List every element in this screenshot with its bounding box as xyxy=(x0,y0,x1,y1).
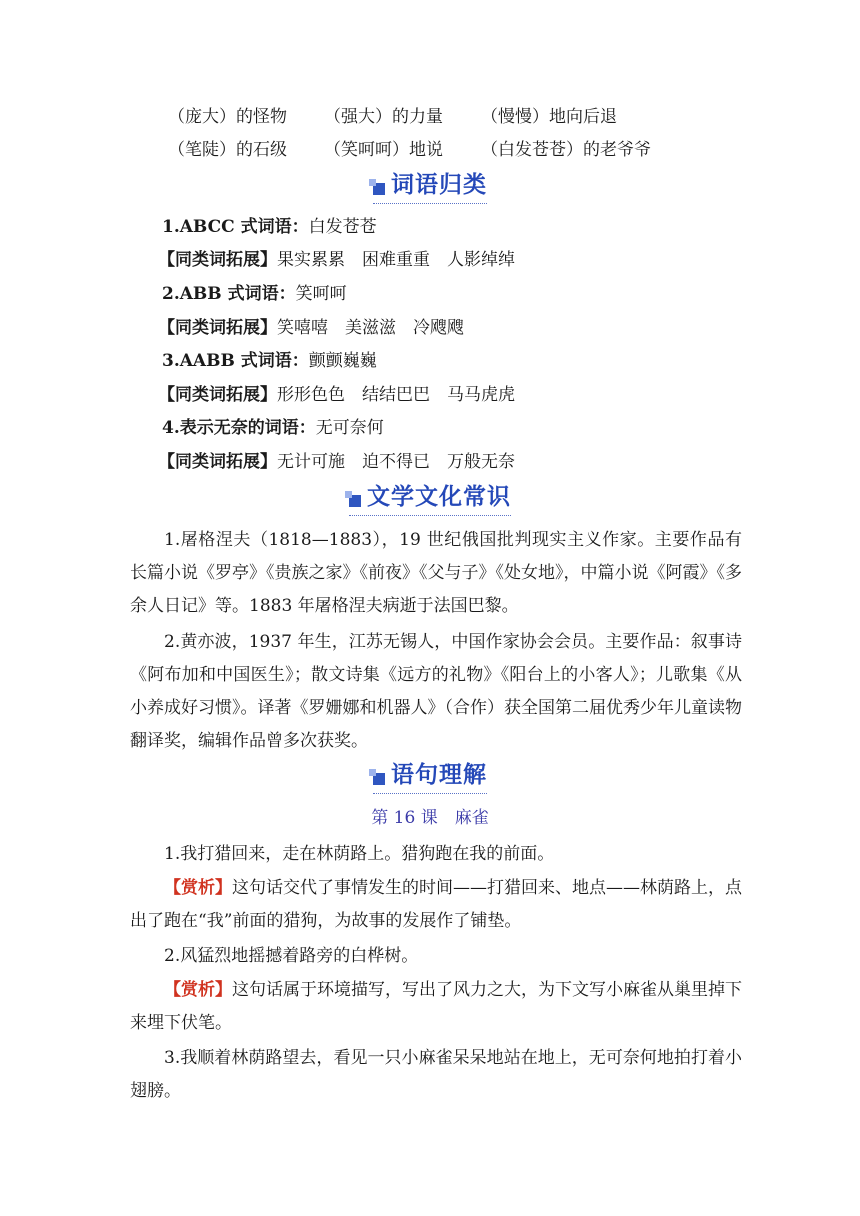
vocab-item: （笑呵呵）地说 xyxy=(324,140,443,160)
word-extension-line: 【同类词拓展】无计可施 迫不得已 万般无奈 xyxy=(158,452,515,472)
vocab-item: （强大）的力量 xyxy=(324,107,443,127)
word-category-line: 4.表示无奈的词语：无可奈何 xyxy=(162,418,384,438)
word-category-line: 2.ABB 式词语：笑呵呵 xyxy=(162,284,347,304)
section-heading-sentence-understanding: 语句理解 xyxy=(0,760,860,796)
analysis-tag: 【赏析】 xyxy=(164,980,232,1000)
word-extension-line: 【同类词拓展】果实累累 困难重重 人影绰绰 xyxy=(158,250,515,270)
heading-square-icon xyxy=(373,183,385,195)
lesson-title: 第 16 课 麻雀 xyxy=(371,808,489,828)
vocab-item: （笔陡）的石级 xyxy=(168,140,287,160)
section-heading-word-classification: 词语归类 xyxy=(0,170,860,206)
word-extension-line: 【同类词拓展】形形色色 结结巴巴 马马虎虎 xyxy=(158,385,515,405)
heading-square-icon xyxy=(349,495,361,507)
sentence-quote: 3.我顺着林荫路望去，看见一只小麻雀呆呆地站在地上，无可奈何地拍打着小翅膀。 xyxy=(130,1048,742,1101)
sentence-quote: 1.我打猎回来，走在林荫路上。猎狗跑在我的前面。 xyxy=(164,844,555,864)
knowledge-paragraph: 2.黄亦波，1937 年生，江苏无锡人，中国作家协会会员。主要作品：叙事诗《阿布加和中国医生》；散文诗集《远方的礼物》《阳台上的小客人》；儿歌集《从小养成好习惯》。译著《罗姗娜和机器人》（合作）获全国第二届优秀少年儿童读物翻译奖，编辑作品曾多次获奖。 xyxy=(130,632,742,751)
heading-square-icon xyxy=(373,773,385,785)
word-category-line: 1.ABCC 式词语：白发苍苍 xyxy=(162,217,377,237)
vocab-item: （白发苍苍）的老爷爷 xyxy=(481,140,651,160)
word-category-line: 3.AABB 式词语：颤颤巍巍 xyxy=(162,351,377,371)
word-extension-line: 【同类词拓展】笑嘻嘻 美滋滋 冷飕飕 xyxy=(158,318,464,338)
knowledge-paragraph: 1.屠格涅夫（1818—1883），19 世纪俄国批判现实主义作家。主要作品有长篇小说《罗亭》《贵族之家》《前夜》《父与子》《处女地》，中篇小说《阿霞》《多余人日记》等。1883 年屠格涅夫病逝于法国巴黎。 xyxy=(130,530,742,616)
section-heading-literary-knowledge: 文学文化常识 xyxy=(0,482,860,518)
sentence-quote: 2.风猛烈地摇撼着路旁的白桦树。 xyxy=(164,946,419,966)
vocab-item: （慢慢）地向后退 xyxy=(481,107,617,127)
analysis-paragraph: 【赏析】这句话属于环境描写，写出了风力之大，为下文写小麻雀从巢里掉下来埋下伏笔。 xyxy=(130,980,742,1033)
analysis-tag: 【赏析】 xyxy=(164,878,232,898)
analysis-paragraph: 【赏析】这句话交代了事情发生的时间——打猎回来、地点——林荫路上，点出了跑在“我”前面的猎狗，为故事的发展作了铺垫。 xyxy=(130,878,742,931)
vocab-item: （庞大）的怪物 xyxy=(168,107,287,127)
